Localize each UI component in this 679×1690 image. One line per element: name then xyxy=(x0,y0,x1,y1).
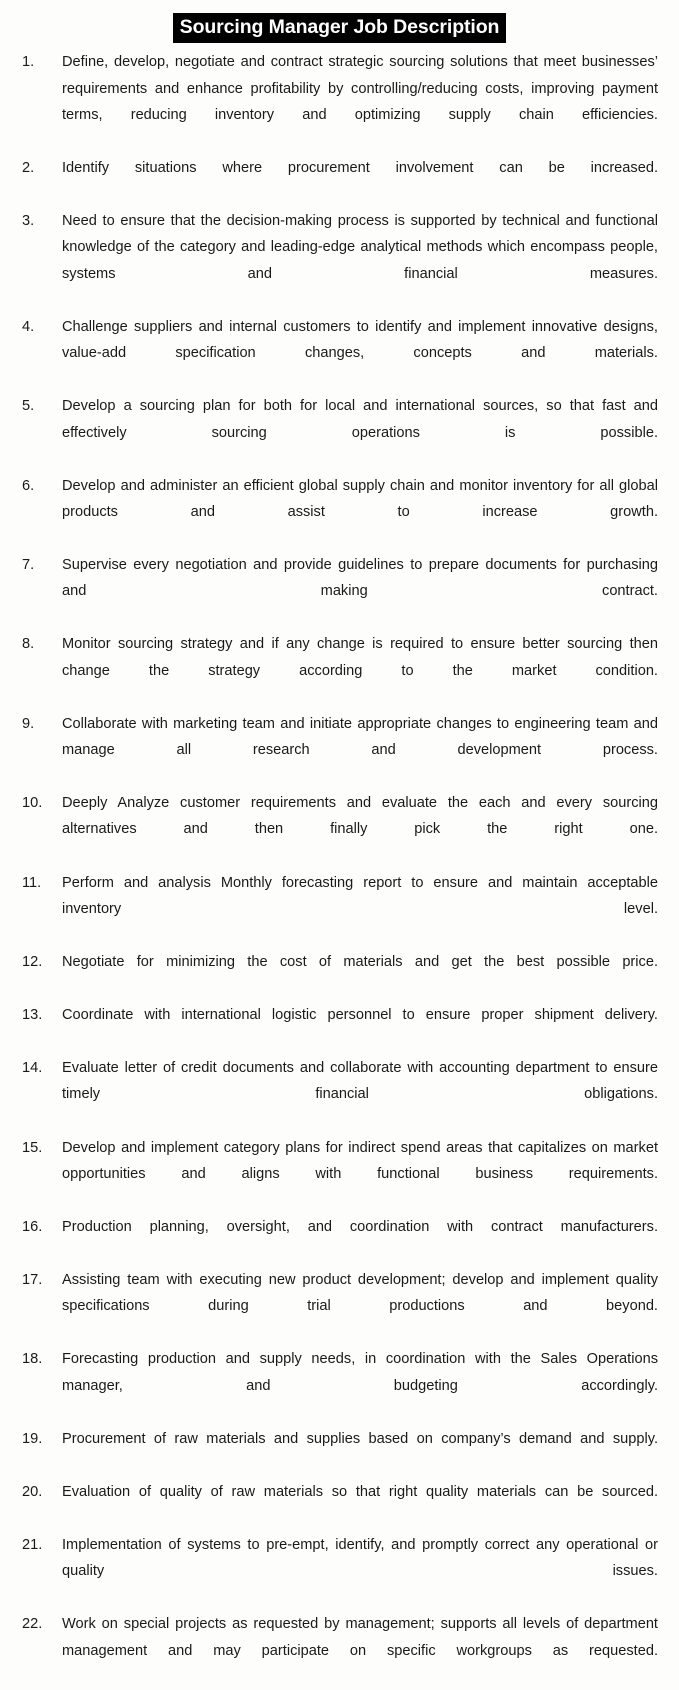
list-item xyxy=(22,1002,658,1055)
list-item-number: 12. xyxy=(22,953,43,970)
list-item-text: Assisting team with executing new product development; develop and implement quality specifications during trial productions and beyond. xyxy=(62,1272,658,1315)
list-item-number: 9. xyxy=(22,715,35,732)
list-item-text: Implementation of systems to pre-empt, identify, and promptly correct any operational or quality issues. xyxy=(62,1536,658,1580)
list-item-text: Forecasting production and supply needs, in coordination with the Sales Operations manager, and budgeting accordingly. xyxy=(62,1351,658,1394)
list-item-text: Identify situations where procurement involvement can be increased. xyxy=(62,160,658,177)
list-item xyxy=(22,711,658,790)
list-item-number: 18. xyxy=(22,1351,43,1368)
list-item-text: Develop a sourcing plan for both for local and international sources, so that fast and effectively sourcing operations is possible. xyxy=(62,398,658,441)
list-item-text: Need to ensure that the decision-making process is supported by technical and functional knowledge of the category and leading-edge analytical methods which encompass people, systems and financial measures. xyxy=(62,213,658,282)
list-item-text: Deeply Analyze customer requirements and evaluate the each and every sourcing alternatives and then finally pick the right one. xyxy=(62,795,658,838)
list-item xyxy=(22,393,658,472)
list-item-text: Evaluation of quality of raw materials so that right quality materials can be sourced. xyxy=(62,1483,658,1500)
list-item xyxy=(22,208,658,313)
list-item-text: Monitor sourcing strategy and if any change is required to ensure better sourcing then change the strategy according to the market condition. xyxy=(62,636,658,679)
list-item xyxy=(22,1055,658,1134)
list-item-number: 1. xyxy=(22,54,35,71)
list-item xyxy=(22,949,658,1002)
list-item xyxy=(22,1267,658,1346)
page-title-container xyxy=(0,0,679,49)
list-item xyxy=(22,155,658,208)
list-item-text: Challenge suppliers and internal customers to identify and implement innovative designs, value-add specification changes, concepts and materials. xyxy=(62,318,658,362)
list-item xyxy=(22,1426,658,1479)
list-item-text: Develop and implement category plans for indirect spend areas that capitalizes on market opportunities and aligns with functional business requirements. xyxy=(62,1139,658,1182)
list-item xyxy=(22,790,658,869)
list-item-text: Supervise every negotiation and provide guidelines to prepare documents for purchasing and making contract. xyxy=(62,556,658,600)
list-item-text: Production planning, oversight, and coordination with contract manufacturers. xyxy=(62,1218,658,1235)
list-item-number: 11. xyxy=(22,874,42,891)
list-item-number: 6. xyxy=(22,477,35,494)
list-item xyxy=(22,631,658,710)
list-item-number: 17. xyxy=(22,1272,43,1288)
list-item-number: 16. xyxy=(22,1218,43,1235)
list-item-number: 10. xyxy=(22,795,43,812)
list-item xyxy=(22,314,658,393)
responsibilities-list xyxy=(0,49,679,1690)
list-item-text: Coordinate with international logistic personnel to ensure proper shipment delivery. xyxy=(62,1007,658,1024)
list-item-text: Work on special projects as requested by management; supports all levels of department management and may participate on specific workgroups as requested. xyxy=(62,1616,658,1659)
page-title: Sourcing Manager Job Description xyxy=(173,13,507,43)
list-item xyxy=(22,1214,658,1267)
list-item-number: 3. xyxy=(22,213,35,230)
list-item-number: 21. xyxy=(22,1536,43,1553)
list-item xyxy=(22,1346,658,1425)
list-item-number: 8. xyxy=(22,636,35,653)
list-item-number: 20. xyxy=(22,1483,43,1500)
list-item xyxy=(22,1135,658,1214)
list-item-text: Collaborate with marketing team and initiate appropriate changes to engineering team and manage all research and development process. xyxy=(62,715,658,759)
list-item xyxy=(22,1611,658,1690)
list-item-text: Define, develop, negotiate and contract strategic sourcing solutions that meet businesses’ requirements and enhance profitability by controlling/reducing costs, improving payment terms, reducing inventory and optimizing supply chain efficiencies. xyxy=(62,54,658,123)
list-item-number: 22. xyxy=(22,1616,43,1633)
list-item-text: Evaluate letter of credit documents and collaborate with accounting department to ensure timely financial obligations. xyxy=(62,1060,658,1103)
list-item xyxy=(22,473,658,552)
list-item-number: 15. xyxy=(22,1139,43,1156)
list-item xyxy=(22,1479,658,1532)
list-item xyxy=(22,870,658,949)
list-item-number: 14. xyxy=(22,1060,43,1077)
list-item-number: 5. xyxy=(22,398,35,415)
list-item xyxy=(22,1532,658,1611)
list-item-text: Procurement of raw materials and supplies based on company’s demand and supply. xyxy=(62,1430,658,1447)
list-item xyxy=(22,552,658,631)
list-item-text: Perform and analysis Monthly forecasting report to ensure and maintain acceptable inventory level. xyxy=(62,874,658,917)
list-item-number: 7. xyxy=(22,556,35,573)
list-item-text: Negotiate for minimizing the cost of materials and get the best possible price. xyxy=(62,953,658,970)
list-item-number: 13. xyxy=(22,1007,43,1024)
list-item-number: 4. xyxy=(22,318,35,335)
list-item-number: 2. xyxy=(22,160,35,177)
list-item xyxy=(22,49,658,154)
list-item-text: Develop and administer an efficient global supply chain and monitor inventory for all global products and assist to increase growth. xyxy=(62,477,658,520)
list-item-number: 19. xyxy=(22,1430,43,1447)
